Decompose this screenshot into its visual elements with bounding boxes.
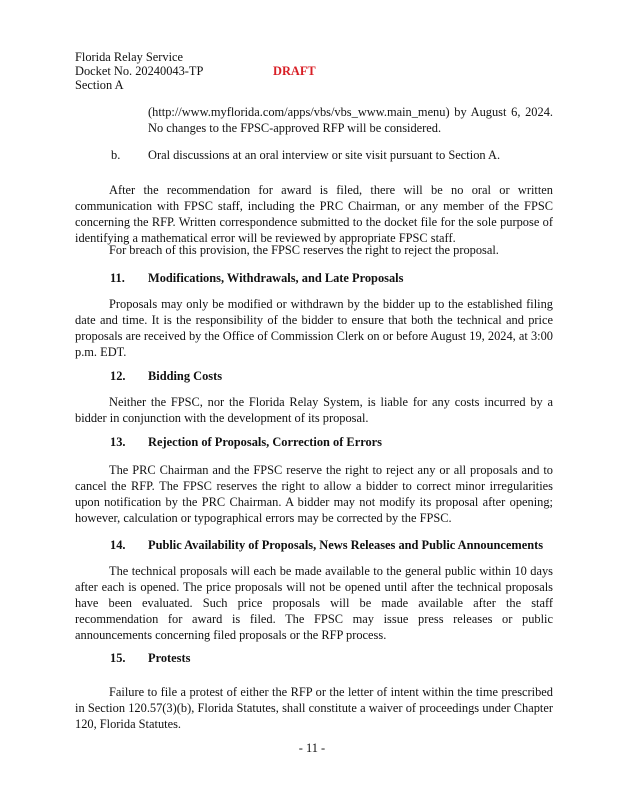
section-15-number: 15.: [110, 651, 126, 665]
section-11-number: 11.: [110, 271, 125, 285]
header-section: Section A: [75, 78, 124, 92]
section-14-title: Public Availability of Proposals, News Releases and Public Announcements: [148, 538, 544, 552]
paragraph-url-continuation: (http://www.myflorida.com/apps/vbs/vbs_www.main_menu) by August 6, 2024. No changes to the FPSC-approved RFP will be considered.: [148, 105, 553, 135]
section-11-title: Modifications, Withdrawals, and Late Proposals: [148, 271, 404, 285]
header-service-name: Florida Relay Service: [75, 50, 184, 64]
section-14-text: The technical proposals will each be made available to the general public within 10 days after each is opened. The price proposals will not be opened until after the technical proposals have been evaluated. Such price proposals will be made available after the staff recommendation for award is filed. The FPSC may issue press releases or public announcements concerning filed proposals or the RFP process.: [75, 564, 553, 642]
section-14-number: 14.: [110, 538, 126, 552]
section-11-text: Proposals may only be modified or withdrawn by the bidder up to the established filing date and time. It is the responsibility of the bidder to ensure that both the technical and price proposals are received by the Office of Commission Clerk on or before August 19, 2024, at 3:00 p.m. EDT.: [75, 297, 553, 359]
list-item-b-label: b.: [111, 148, 121, 162]
list-item-b-text: Oral discussions at an oral interview or site visit pursuant to Section A.: [148, 148, 501, 162]
header-docket-number: Docket No. 20240043-TP: [75, 64, 204, 78]
section-12-title: Bidding Costs: [148, 369, 223, 383]
section-15-text: Failure to file a protest of either the RFP or the letter of intent within the time prescribed in Section 120.57(3)(b), Florida Statutes, shall constitute a waiver of proceedings under Chapter 120, Florida Statutes.: [75, 685, 553, 731]
section-13-title: Rejection of Proposals, Correction of Errors: [148, 435, 382, 449]
section-13-text: The PRC Chairman and the FPSC reserve the right to reject any or all proposals and to cancel the RFP. The FPSC reserves the right to allow a bidder to correct minor irregularities upon notification by the PRC Chairman. A bidder may not modify its proposal after opening; however, calculation or typographical errors may be corrected by the FPSC.: [75, 463, 553, 525]
draft-watermark-label: DRAFT: [273, 64, 316, 78]
paragraph-breach: For breach of this provision, the FPSC reserves the right to reject the proposal.: [109, 243, 499, 257]
page-number: - 11 -: [298, 741, 326, 755]
section-13-number: 13.: [110, 435, 126, 449]
section-12-number: 12.: [110, 369, 126, 383]
paragraph-after-recommendation: After the recommendation for award is filed, there will be no oral or written communication with FPSC staff, including the PRC Chairman, or any member of the FPSC concerning the RFP. Written correspondence submitted to the docket file for the sole purpose of identifying a mathematical error will be reviewed by appropriate FPSC staff.: [75, 183, 553, 245]
section-12-text: Neither the FPSC, nor the Florida Relay System, is liable for any costs incurred by a bidder in conjunction with the development of its proposal.: [75, 395, 553, 425]
section-15-title: Protests: [148, 651, 191, 665]
